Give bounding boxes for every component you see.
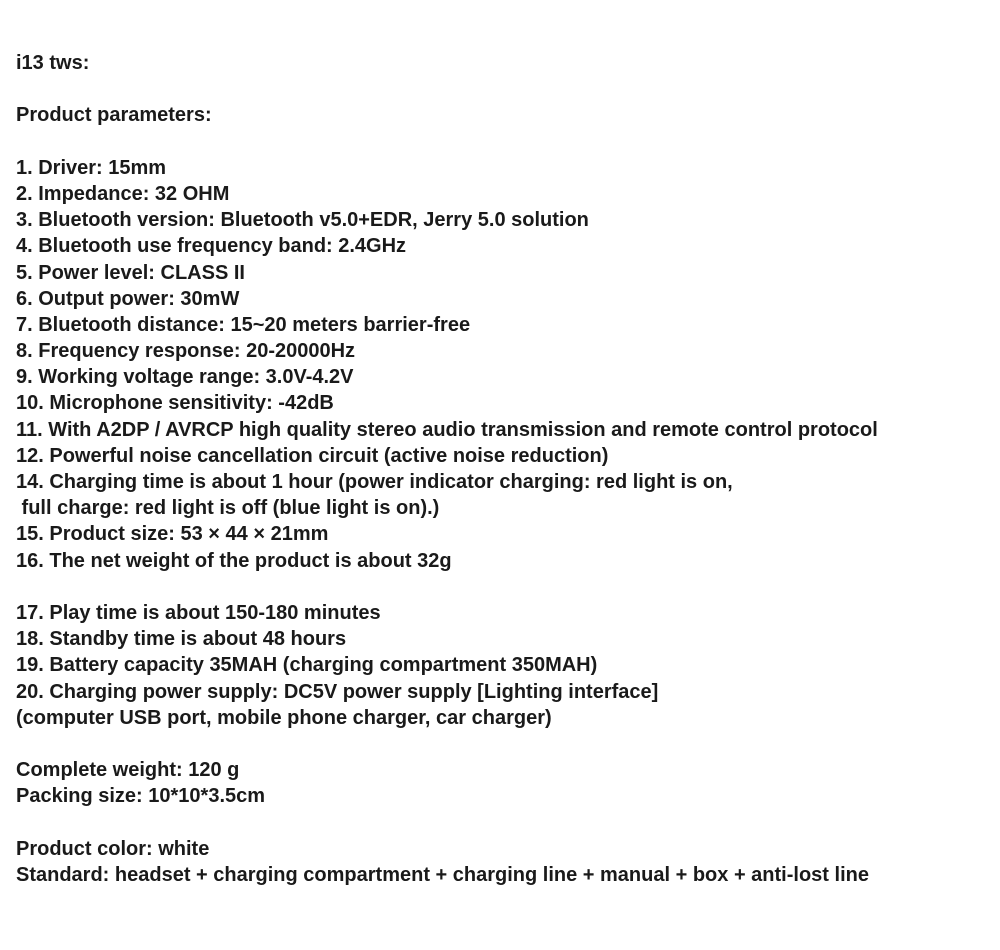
param-line: (computer USB port, mobile phone charger, car charger) xyxy=(16,706,552,729)
param-line: 11. With A2DP / AVRCP high quality stereo audio transmission and remote control protocol xyxy=(16,418,878,441)
spacer xyxy=(16,76,996,102)
param-line: 6. Output power: 30mW xyxy=(16,287,240,310)
spacer xyxy=(16,731,996,757)
standard-contents: Standard: headset + charging compartment + charging line + manual + box + anti-lost line xyxy=(16,863,869,886)
param-line: 4. Bluetooth use frequency band: 2.4GHz xyxy=(16,235,407,258)
product-color: Product color: white xyxy=(16,837,210,860)
param-line: 9. Working voltage range: 3.0V-4.2V xyxy=(16,366,354,389)
param-line: 17. Play time is about 150-180 minutes xyxy=(16,601,381,624)
section-heading: Product parameters: xyxy=(16,104,212,127)
spacer xyxy=(16,574,996,600)
param-line: 3. Bluetooth version: Bluetooth v5.0+EDR, Jerry 5.0 solution xyxy=(16,209,589,232)
params-group-2 xyxy=(16,600,996,731)
param-line: 18. Standby time is about 48 hours xyxy=(16,628,347,651)
param-line: 20. Charging power supply: DC5V power supply [Lighting interface] xyxy=(16,680,659,703)
param-line: 2. Impedance: 32 OHM xyxy=(16,182,230,205)
param-line: 1. Driver: 15mm xyxy=(16,156,167,179)
param-line: 16. The net weight of the product is about 32g xyxy=(16,549,452,572)
param-line: 5. Power level: CLASS II xyxy=(16,261,245,284)
packing-size: Packing size: 10*10*3.5cm xyxy=(16,785,266,808)
param-line: 14. Charging time is about 1 hour (power indicator charging: red light is on, xyxy=(16,471,733,493)
params-group-1 xyxy=(16,155,996,574)
param-line: 15. Product size: 53 × 44 × 21mm xyxy=(16,523,329,546)
param-line: 8. Frequency response: 20-20000Hz xyxy=(16,340,356,363)
param-line: 10. Microphone sensitivity: -42dB xyxy=(16,392,334,415)
param-line: 7. Bluetooth distance: 15~20 meters barrier-free xyxy=(16,313,471,336)
complete-weight: Complete weight: 120 g xyxy=(16,759,240,782)
param-line: full charge: red light is off (blue light is on).) xyxy=(16,497,440,520)
weights-group xyxy=(16,757,996,809)
spacer xyxy=(16,809,996,835)
document-title: i13 tws: xyxy=(16,52,90,74)
param-line: 12. Powerful noise cancellation circuit (active noise reduction) xyxy=(16,444,609,467)
color-contents-group xyxy=(16,836,996,888)
spacer xyxy=(16,129,996,155)
param-line: 19. Battery capacity 35MAH (charging compartment 350MAH) xyxy=(16,654,598,677)
product-spec-document xyxy=(16,50,996,888)
